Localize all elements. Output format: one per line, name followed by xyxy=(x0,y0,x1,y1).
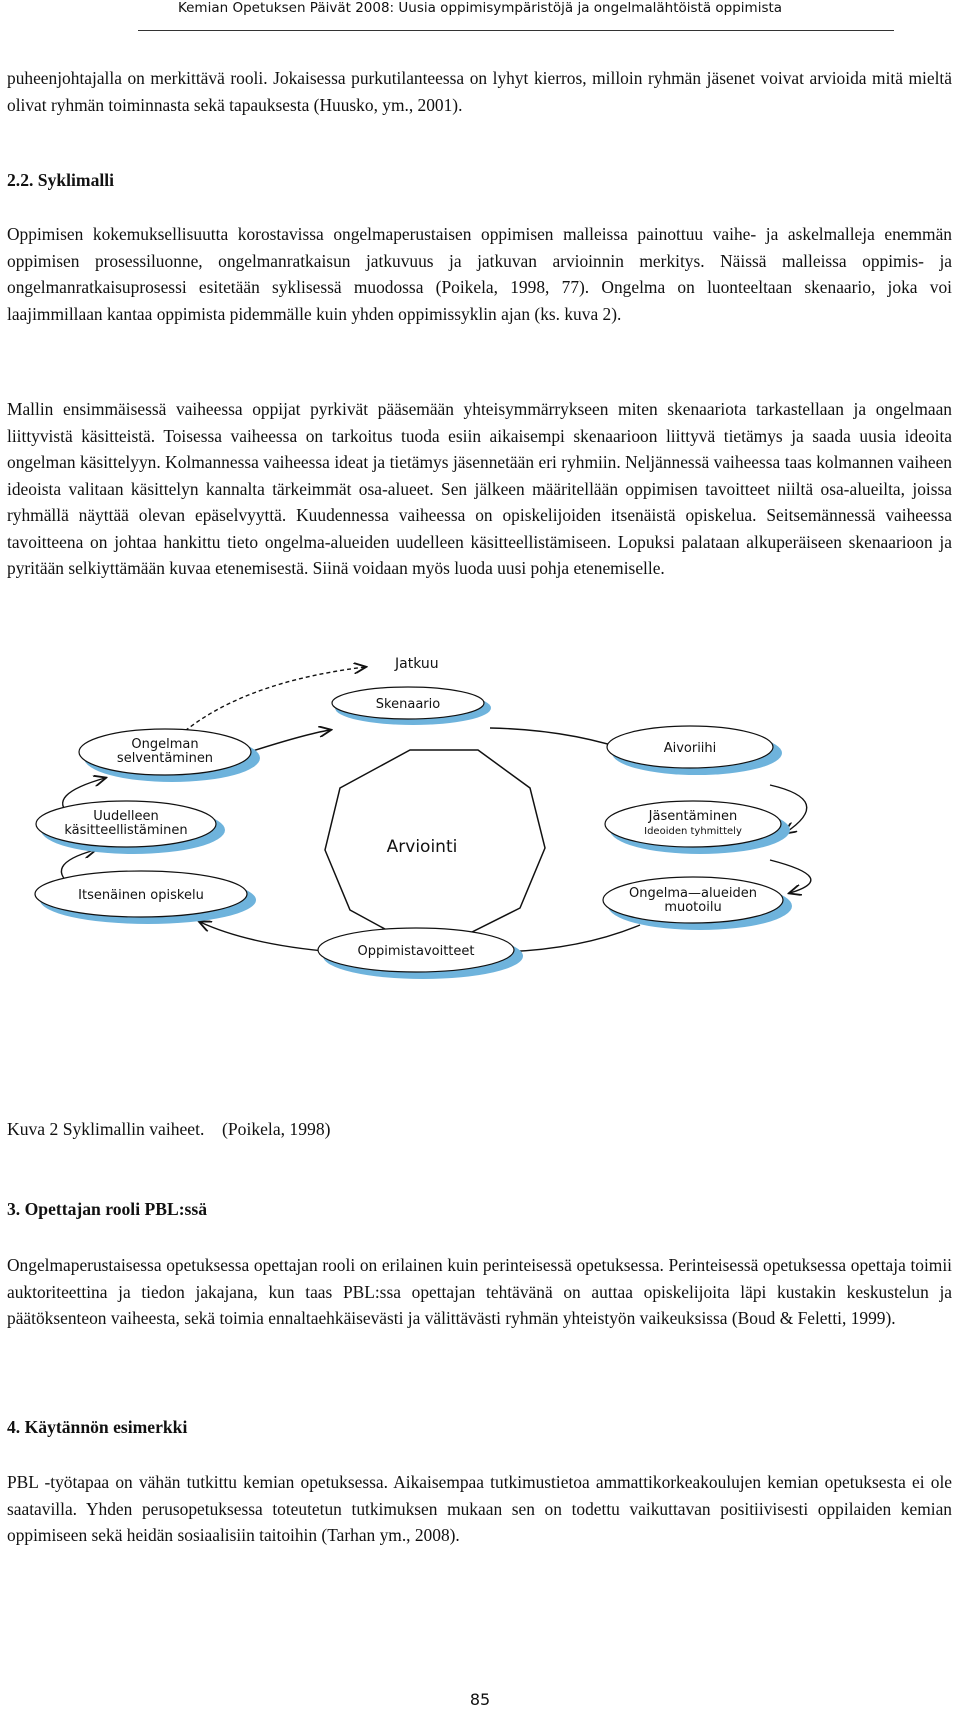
figure-caption: Kuva 2 Syklimallin vaiheet. (Poikela, 1998) xyxy=(7,1119,331,1139)
aivoriihi-label: Aivoriihi xyxy=(663,741,717,756)
selventaminen-label-2: selventäminen xyxy=(116,751,214,766)
jatkuu-label: Jatkuu xyxy=(395,656,439,672)
jasentaminen-label-1: Jäsentäminen xyxy=(648,809,738,824)
paragraph-vaiheet: Mallin ensimmäisessä vaiheessa oppijat pyrkivät pääsemään yhteisymmärrykseen miten skenaariota tarkastellaan ja ongelmaan liittyvistä käsitteistä. Toisessa vaiheessa on tarkoitus tuoda esiin aikaisempi skenaarioon liittyvä tietämys ja saada uusia ideoita ongelman käsittelyyn. Kolmannessa vaiheessa ideat ja tietämys jäsennetään eri ryhmiin. Neljännessä vaiheessa taas kolmannen vaiheen ideoista valitaan käsittelyn kannalta tärkeimmät osa-alueet. Sen jälkeen määritellään oppimisen tavoitteet niiltä osa-alueilta, joissa ryhmällä näyttää olevan epäselvyyttä. Kuudennessa vaiheessa on opiskelijoiden itsenäistä opiskelua. Seitsemännessä vaiheessa tavoitteena on johtaa hankittu tieto ongelma-alueiden uudelleen käsitteellistämiseen. Lopuksi palataan alkuperäiseen skenaarioon ja pyritään selkiyttämään kuvaa etenemisestä. Siinä voidaan myös luoda uusi pohja etenemiselle. xyxy=(7,399,952,578)
ongelma-alueiden-label-1: Ongelma—alueiden xyxy=(629,886,757,901)
uudelleen-label-2: käsitteellistäminen xyxy=(64,823,188,838)
page-number: 85 xyxy=(469,1690,491,1709)
arviointi-label: Arviointi xyxy=(386,837,458,857)
selventaminen-label-1: Ongelman xyxy=(131,737,199,752)
ongelma-alueiden-label-2: muotoilu xyxy=(664,900,722,915)
stage-aivoriihi xyxy=(607,726,782,775)
heading-opettajan-rooli: 3. Opettajan rooli PBL:ssä xyxy=(7,1199,208,1219)
itsenainen-label: Itsenäinen opiskelu xyxy=(78,888,204,903)
stage-ongelman-selventaminen xyxy=(79,729,260,782)
stage-oppimistavoitteet xyxy=(318,928,523,979)
running-header: Kemian Opetuksen Päivät 2008: Uusia oppimisympäristöjä ja ongelmalähtöistä oppimista xyxy=(177,0,783,16)
uudelleen-label-1: Uudelleen xyxy=(93,809,159,824)
stage-itsenainen-opiskelu xyxy=(35,871,256,924)
header-rule xyxy=(138,30,894,31)
stage-uudelleen-kasitteellistaminen xyxy=(36,801,225,854)
arrow-ongelma-alueiden-to-oppimistavoitteet xyxy=(500,925,640,952)
stage-jasentaminen xyxy=(605,801,790,854)
jasentaminen-label-2: Ideoiden tyhmittely xyxy=(644,826,742,837)
heading-kaytannon-esimerkki: 4. Käytännön esimerkki xyxy=(7,1417,188,1437)
paragraph-kaytannon-esimerkki: PBL -työtapaa on vähän tutkittu kemian opetuksessa. Aikaisempaa tutkimustietoa ammattikorkeakoulujen kemian opetuksesta ei ole saatavilla. Yhden perusopetuksessa toteutetun tutkimuksen mukaan sen on todettu vaikuttavan positiivisesti oppilaiden kemian oppimiseen sekä heidän sosiaalisiin taitoihin (Tarhan ym., 2008). xyxy=(7,1472,952,1545)
paragraph-intro: puheenjohtajalla on merkittävä rooli. Jokaisessa purkutilanteessa on lyhyt kierros, milloin ryhmän jäsenet voivat arvioida mitä mieltä olivat ryhmän toiminnasta sekä tapauksesta (Huusko, ym., 2001). xyxy=(7,68,952,115)
syklimalli-diagram xyxy=(0,656,960,1080)
paragraph-opettajan-rooli: Ongelmaperustaisessa opetuksessa opettajan rooli on erilainen kuin perinteisessä opetuksessa. Perinteisessä opetuksessa opettaja toimii auktoriteettina ja tiedon jakajana, kun taas PBL:ssa opettajan tehtävänä on auttaa opiskelijoita läpi kustakin keskustelun ja päätöksenteon vaiheesta, sekä toimia ennaltaehkäisevästi ja välittävästi ryhmän yhteistyön vaikeuksissa (Boud & Feletti, 1999). xyxy=(7,1255,952,1328)
heading-syklimalli: 2.2. Syklimalli xyxy=(7,170,115,190)
arrow-jasentaminen-to-ongelma-alueiden xyxy=(770,860,811,893)
skenaario-label: Skenaario xyxy=(375,697,441,712)
paragraph-syklimalli: Oppimisen kokemuksellisuutta korostavissa ongelmaperustaisen oppimisen malleissa painottuu vaihe- ja askelmalleja enemmän oppimisen prosessiluonne, ongelmanratkaisun jatkuvuus ja jatkuvan arvioinnin merkitys. Näissä malleissa oppimis- ja ongelmanratkaisuprosessi esitetään syklisessä muodossa (Poikela, 1998, 77). Ongelma on luonteeltaan skenaario, joka voi laajimmillaan kantaa oppimista pidemmälle kuin yhden oppimissyklin ajan (ks. kuva 2). xyxy=(7,224,952,324)
arrow-oppimistavoitteet-to-itsenainen xyxy=(200,922,335,952)
stage-skenaario xyxy=(332,687,491,725)
stage-ongelma-alueiden-muotoilu xyxy=(603,877,792,930)
oppimistavoitteet-label: Oppimistavoitteet xyxy=(357,944,475,959)
